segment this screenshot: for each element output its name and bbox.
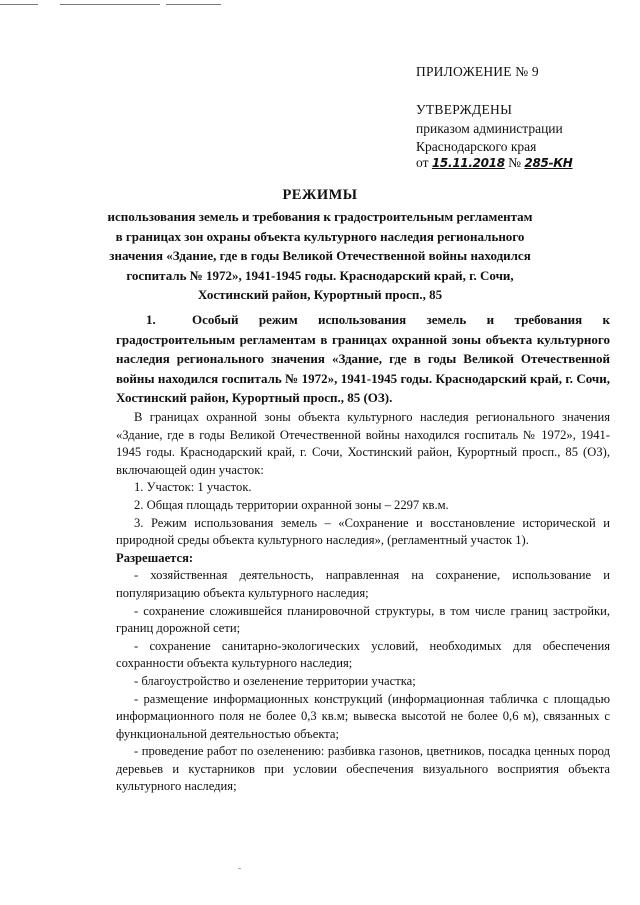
list-item: 1. Участок: 1 участок. [134,480,252,495]
appendix-number: ПРИЛОЖЕНИЕ № 9 [416,64,539,79]
section-1-heading [116,310,610,408]
approved-by-region: Краснодарского края [416,139,537,154]
scan-artifact-line [166,4,221,5]
allowed-item: - проведение работ по озеленению: разбивка газонов, цветников, посадка ценных пород деревьев и кустарников при условии обеспечения визуального восприятия объекта культурного наследия; [116,744,610,794]
document-subtitle: использования земель и требования к градостроительным регламентам в границах зон охраны объекта культурного наследия регионального значения «Здание, где в годы Великой Отечественной войны находился госпиталь № 1972», 1941-1945 годы. Краснодарский край, г. Сочи, Хостинский район, Курортный просп., 85 [107,209,533,302]
approved-by-order: приказом администрации [416,121,563,136]
handwritten-order-number: 285-КН [524,156,573,170]
approved-label: УТВЕРЖДЕНЫ [416,102,513,117]
document-body [116,409,610,796]
allowed-item: - размещение информационных конструкций (информационная табличка с площадью информационного поля не более 0,3 кв.м; вывеска высотой не более 0,6 м), связанных с функциональной деятельностью объекта; [116,691,610,741]
list-item: 2. Общая площадь территории охранной зоны – 2297 кв.м. [134,497,449,512]
scan-artifact-line [0,4,38,5]
order-date-line [416,153,573,173]
allowed-item: - благоустройство и озеленение территории участка; [134,673,416,688]
list-item: 3. Режим использования земель – «Сохранение и восстановление исторической и природной среды объекта культурного наследия», (регламентный участок 1). [116,515,610,548]
document-title: РЕЖИМЫ [282,187,358,203]
number-prefix: № [508,155,522,170]
page-footer-mark [238,868,241,869]
scan-artifact-line [60,4,160,5]
intro-paragraph: В границах охранной зоны объекта культурного наследия регионального значения «Здание, где в годы Великой Отечественной войны находился госпиталь № 1972», 1941-1945 годы. Краснодарский край, г. Сочи, Хостинский район, Курортный просп., 85 (ОЗ), включающей один участок: [116,410,610,477]
allowed-item: - хозяйственная деятельность, направленная на сохранение, использование и популяризацию объекта культурного наследия; [116,568,610,600]
allowed-heading: Разрешается: [116,550,194,565]
section-number: 1. [146,312,156,327]
handwritten-date: 15.11.2018 [431,156,505,170]
section-heading-text: Особый режим использования земель и требования к градостроительным регламентам в границах охранной зоны объекта культурного наследия регионального значения «Здание, где в годы Великой Отечественной войны находился госпиталь № 1972», 1941-1945 годы. Краснодарский край, г. Сочи, Хостинский район, Курортный просп., 85 (ОЗ). [116,312,610,405]
allowed-item: - сохранение сложившейся планировочной структуры, в том числе границ застройки, границ дорожной сети; [116,603,610,636]
date-prefix: от [416,155,429,170]
allowed-item: - сохранение санитарно-экологических условий, необходимых для обеспечения сохранности объекта культурного наследия; [116,638,610,671]
